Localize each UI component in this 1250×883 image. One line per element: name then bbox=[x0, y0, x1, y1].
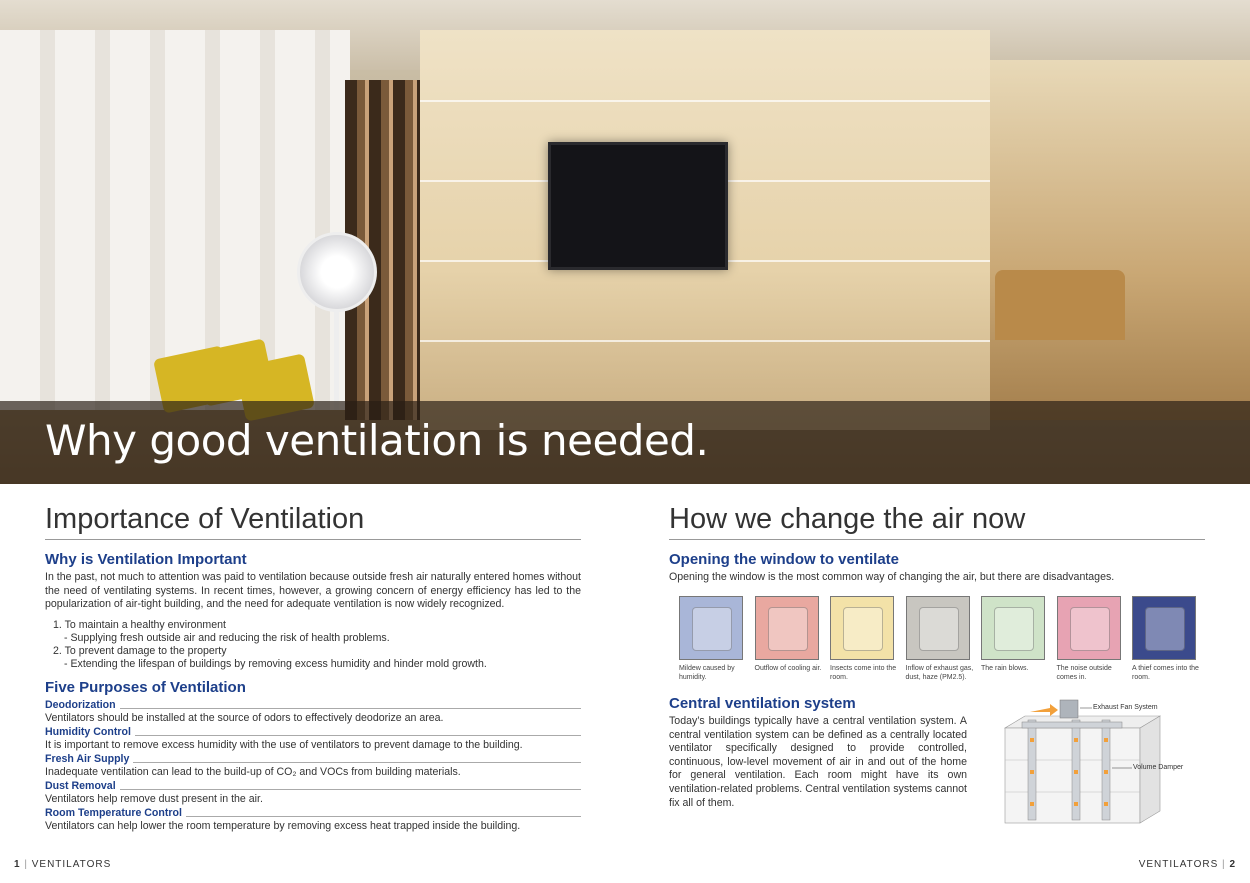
central-title: Central ventilation system bbox=[669, 695, 856, 712]
sheer-curtain bbox=[0, 30, 350, 410]
illustration-caption: The rain blows. bbox=[981, 665, 1029, 672]
central-text: Today’s buildings typically have a central ventilation system. A central ventilation system can be defined as a centrally located ventilator specifically designed to provide controlled, continuous, low-level movement of air in and out of the home for general ventilation. Each room might have its own ventilation-related problems. Central ventilation systems cannot fix all of them. bbox=[669, 715, 967, 809]
window-title: Opening the window to ventilate bbox=[669, 551, 900, 568]
heading-rule bbox=[45, 539, 581, 540]
illustration-scene bbox=[1070, 607, 1110, 651]
purpose-text: Ventilators can help lower the room temperature by removing excess heat trapped inside the building. bbox=[45, 820, 521, 832]
footer-label: VENTILATORS bbox=[31, 859, 112, 870]
exhaust-gas-icon bbox=[906, 596, 970, 660]
heading-rule bbox=[669, 539, 1205, 540]
building-diagram-icon bbox=[1000, 698, 1200, 828]
purpose-name: Fresh Air Supply bbox=[45, 753, 133, 765]
illustration-caption: A thief comes into the room. bbox=[1132, 665, 1199, 681]
armchair bbox=[995, 270, 1125, 340]
television bbox=[548, 142, 728, 270]
page-number: 1 bbox=[14, 859, 21, 870]
illustration-caption: Insects come into the room. bbox=[830, 665, 897, 681]
purpose-name: Room Temperature Control bbox=[45, 807, 186, 819]
illustration-scene bbox=[919, 607, 959, 651]
wall-groove bbox=[420, 100, 990, 102]
why-title: Why is Ventilation Important bbox=[45, 551, 247, 568]
adjacent-room bbox=[990, 60, 1250, 420]
mildew-icon bbox=[679, 596, 743, 660]
fan-stand bbox=[334, 310, 339, 410]
cooling-outflow-icon bbox=[755, 596, 819, 660]
illustration-scene bbox=[843, 607, 883, 651]
purpose-text: It is important to remove excess humidity with the use of ventilators to prevent damage to the building. bbox=[45, 739, 523, 751]
illustration-caption: The noise outside comes in. bbox=[1056, 665, 1112, 681]
why-intro: In the past, not much to attention was paid to ventilation because outside fresh air naturally entered homes without the need of ventilating systems. In recent times, however, a growing concern of energy efficiency has led to the popularization of air-tight building, and the need for adequate ventilation is now widely recognized. bbox=[45, 571, 581, 611]
footer-left: 1 | VENTILATORS bbox=[14, 859, 112, 870]
damper-label: Volume Damper bbox=[1133, 764, 1184, 771]
page-number: 2 bbox=[1229, 859, 1236, 870]
list-item: 1. To maintain a healthy environment bbox=[53, 619, 226, 631]
purpose-text: Ventilators help remove dust present in the air. bbox=[45, 793, 263, 805]
purpose-text: Inadequate ventilation can lead to the build-up of CO₂ and VOCs from building materials. bbox=[45, 766, 461, 778]
insects-icon bbox=[830, 596, 894, 660]
thief-icon bbox=[1132, 596, 1196, 660]
purpose-rule bbox=[45, 789, 581, 790]
footer-label: VENTILATORS bbox=[1138, 859, 1219, 870]
purpose-rule bbox=[45, 708, 581, 709]
exhaust-label: Exhaust Fan System bbox=[1093, 704, 1158, 711]
purpose-name: Humidity Control bbox=[45, 726, 135, 738]
wall-groove bbox=[420, 340, 990, 342]
illustration-scene bbox=[692, 607, 732, 651]
purposes-title: Five Purposes of Ventilation bbox=[45, 679, 246, 696]
illustration-scene bbox=[994, 607, 1034, 651]
left-heading: Importance of Ventilation bbox=[45, 503, 365, 535]
window-text: Opening the window is the most common way of changing the air, but there are disadvantages. bbox=[669, 571, 1115, 583]
purpose-text: Ventilators should be installed at the source of odors to effectively deodorize an area. bbox=[45, 712, 444, 724]
illustration-scene bbox=[1145, 607, 1185, 651]
illustration-caption: Outflow of cooling air. bbox=[754, 665, 822, 672]
list-item: - Extending the lifespan of buildings by removing excess humidity and hinder mold growth. bbox=[64, 658, 487, 670]
standing-fan-icon bbox=[297, 232, 377, 312]
illustration-scene bbox=[768, 607, 808, 651]
footer-right: VENTILATORS | 2 bbox=[1138, 859, 1236, 870]
hero-title: Why good ventilation is needed. bbox=[45, 416, 709, 465]
illustration-caption: Mildew caused by humidity. bbox=[679, 665, 735, 681]
illustration-caption: Inflow of exhaust gas, dust, haze (PM2.5). bbox=[905, 665, 974, 681]
purpose-name: Dust Removal bbox=[45, 780, 120, 792]
purpose-name: Deodorization bbox=[45, 699, 120, 711]
noise-icon bbox=[1057, 596, 1121, 660]
rain-icon bbox=[981, 596, 1045, 660]
list-item: - Supplying fresh outside air and reducing the risk of health problems. bbox=[64, 632, 390, 644]
right-heading: How we change the air now bbox=[669, 503, 1026, 535]
central-ventilation-diagram bbox=[1000, 698, 1200, 828]
list-item: 2. To prevent damage to the property bbox=[53, 645, 227, 657]
